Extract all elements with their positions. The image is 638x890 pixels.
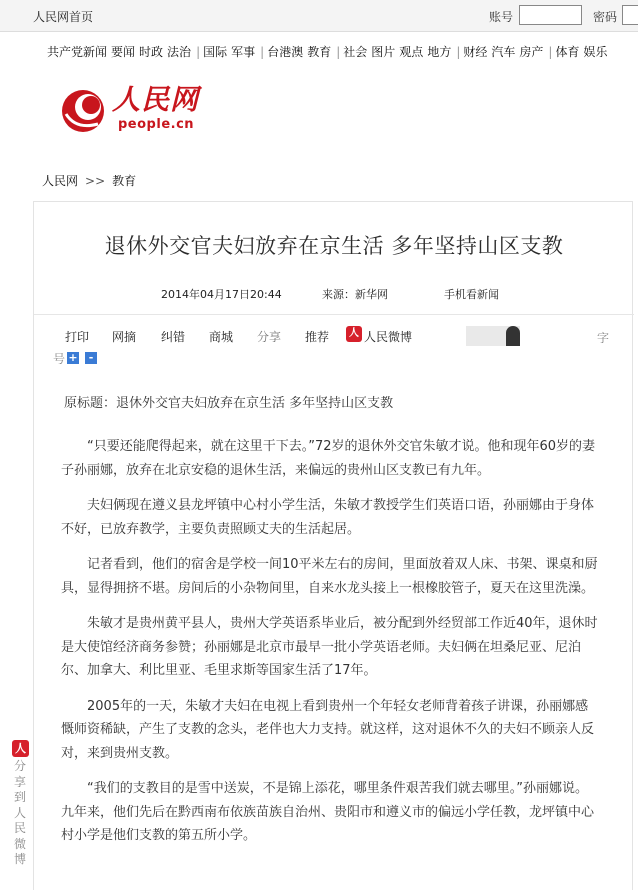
fontsize-label-b: 号 (53, 352, 66, 366)
logo-domain: people.cn (118, 117, 195, 132)
main-nav (47, 43, 612, 60)
nav-item[interactable]: 军事 (231, 45, 256, 59)
share-label: 分享 (257, 330, 282, 344)
weibo-icon[interactable]: 人 (346, 326, 362, 342)
side-share-label: 分享到人民微博 (14, 759, 27, 866)
original-title: 原标题：退休外交官夫妇放弃在京生活 多年坚持山区支教 (64, 396, 394, 411)
mobile-news-link[interactable]: 手机看新闻 (444, 288, 499, 301)
password-input[interactable] (622, 5, 638, 25)
breadcrumb (42, 172, 136, 189)
nav-item[interactable]: 共产党新闻 (47, 45, 108, 59)
nav-item[interactable]: 时政 (139, 45, 164, 59)
top-bar (0, 0, 638, 32)
nav-item[interactable]: 国际 (203, 45, 228, 59)
account-input[interactable] (519, 5, 582, 25)
weibo-side-icon: 人 (12, 740, 29, 757)
paragraph: 朱敏才是贵州黄平县人，贵州大学英语系毕业后，被分配到外经贸部工作近40年，退休时是大使馆经济商务参赞；孙丽娜是北京市最早一批小学英语老师。夫妇俩在坦桑尼亚、尼泊尔、加拿大、利比里亚、毛里求斯等国家生活了17年。 (61, 616, 598, 678)
recommend-button[interactable]: 推荐 (305, 330, 330, 344)
breadcrumb-root[interactable]: 人民网 (42, 174, 79, 188)
font-decrease-button[interactable]: - (85, 352, 97, 364)
mall-button[interactable]: 商城 (209, 330, 234, 344)
breadcrumb-section[interactable]: 教育 (112, 174, 137, 188)
nav-item[interactable]: 图片 (371, 45, 396, 59)
nav-separator: | (196, 45, 201, 59)
nav-item[interactable]: 体育 (555, 45, 580, 59)
paragraph: “只要还能爬得起来，就在这里干下去。”72岁的退休外交官朱敏才说。他和现年60岁的妻子孙丽娜，放弃在北京安稳的退休生活，来偏远的贵州山区支教已有九年。 (61, 439, 596, 478)
nav-item[interactable]: 财经 (463, 45, 488, 59)
weibo-share-button[interactable]: 人民微博 (364, 330, 413, 344)
logo-mark-icon (58, 84, 110, 136)
nav-item[interactable]: 社会 (343, 45, 368, 59)
people-logo[interactable] (58, 84, 208, 136)
home-link[interactable]: 人民网首页 (33, 10, 94, 24)
article-panel (33, 201, 633, 890)
nav-item[interactable]: 房产 (519, 45, 544, 59)
nav-item[interactable]: 法治 (167, 45, 192, 59)
article-headline: 退休外交官夫妇放弃在京生活 多年坚持山区支教 (104, 234, 564, 258)
account-label: 账号 (489, 10, 514, 24)
paragraph: “我们的支教目的是雪中送炭，不是锦上添花，哪里条件艰苦我们就去哪里。”孙丽娜说。九年来，他们先后在黔西南布依族苗族自治州、贵阳市和遵义市的偏远小学任教，龙坪镇中心村小学是他们支教的第五所小学。 (61, 781, 595, 843)
print-button[interactable]: 打印 (65, 330, 90, 344)
nav-separator: | (260, 45, 265, 59)
nav-item[interactable]: 要闻 (111, 45, 136, 59)
nav-separator: | (336, 45, 341, 59)
side-weibo-share[interactable] (12, 740, 32, 868)
nav-separator: | (456, 45, 461, 59)
nav-item[interactable]: 台港澳 (267, 45, 304, 59)
nav-item[interactable]: 教育 (307, 45, 332, 59)
nav-item[interactable]: 汽车 (491, 45, 516, 59)
nav-item[interactable]: 观点 (399, 45, 424, 59)
nav-separator: | (548, 45, 553, 59)
nav-item[interactable]: 娱乐 (583, 45, 608, 59)
web-digest-button[interactable]: 网摘 (112, 330, 137, 344)
paragraph: 夫妇俩现在遵义县龙坪镇中心村小学生活，朱敏才教授学生们英语口语，孙丽娜由于身体不好，已放弃教学，主要负责照顾丈夫的生活起居。 (61, 498, 595, 537)
fontsize-label-a: 字 (597, 331, 610, 345)
paragraph: 2005年的一天，朱敏才夫妇在电视上看到贵州一个年轻女老师背着孩子讲课，孙丽娜感慨师资稀缺，产生了支教的念头，老伴也大力支持。就这样，这对退休不久的夫妇不顾亲人反对，来到贵州支教。 (61, 698, 595, 761)
toolbar-divider (34, 314, 634, 315)
breadcrumb-arrow: >> (85, 174, 106, 188)
article-body (61, 435, 599, 860)
logo-name: 人民网 (112, 83, 200, 116)
article-source[interactable]: 来源：新华网 (322, 288, 388, 301)
share-widget-icon[interactable] (466, 326, 520, 346)
font-increase-button[interactable]: + (68, 351, 78, 364)
paragraph: 记者看到，他们的宿舍是学校一间10平米左右的房间，里面放着双人床、书架、课桌和厨具，显得拥挤不堪。房间后的小杂物间里，自来水龙头接上一根橡胶管子，夏天在这里洗澡。 (61, 557, 598, 596)
password-label: 密码 (593, 10, 618, 24)
correction-button[interactable]: 纠错 (161, 330, 186, 344)
nav-item[interactable]: 地方 (427, 45, 452, 59)
article-datetime: 2014年04月17日20:44 (161, 288, 282, 301)
